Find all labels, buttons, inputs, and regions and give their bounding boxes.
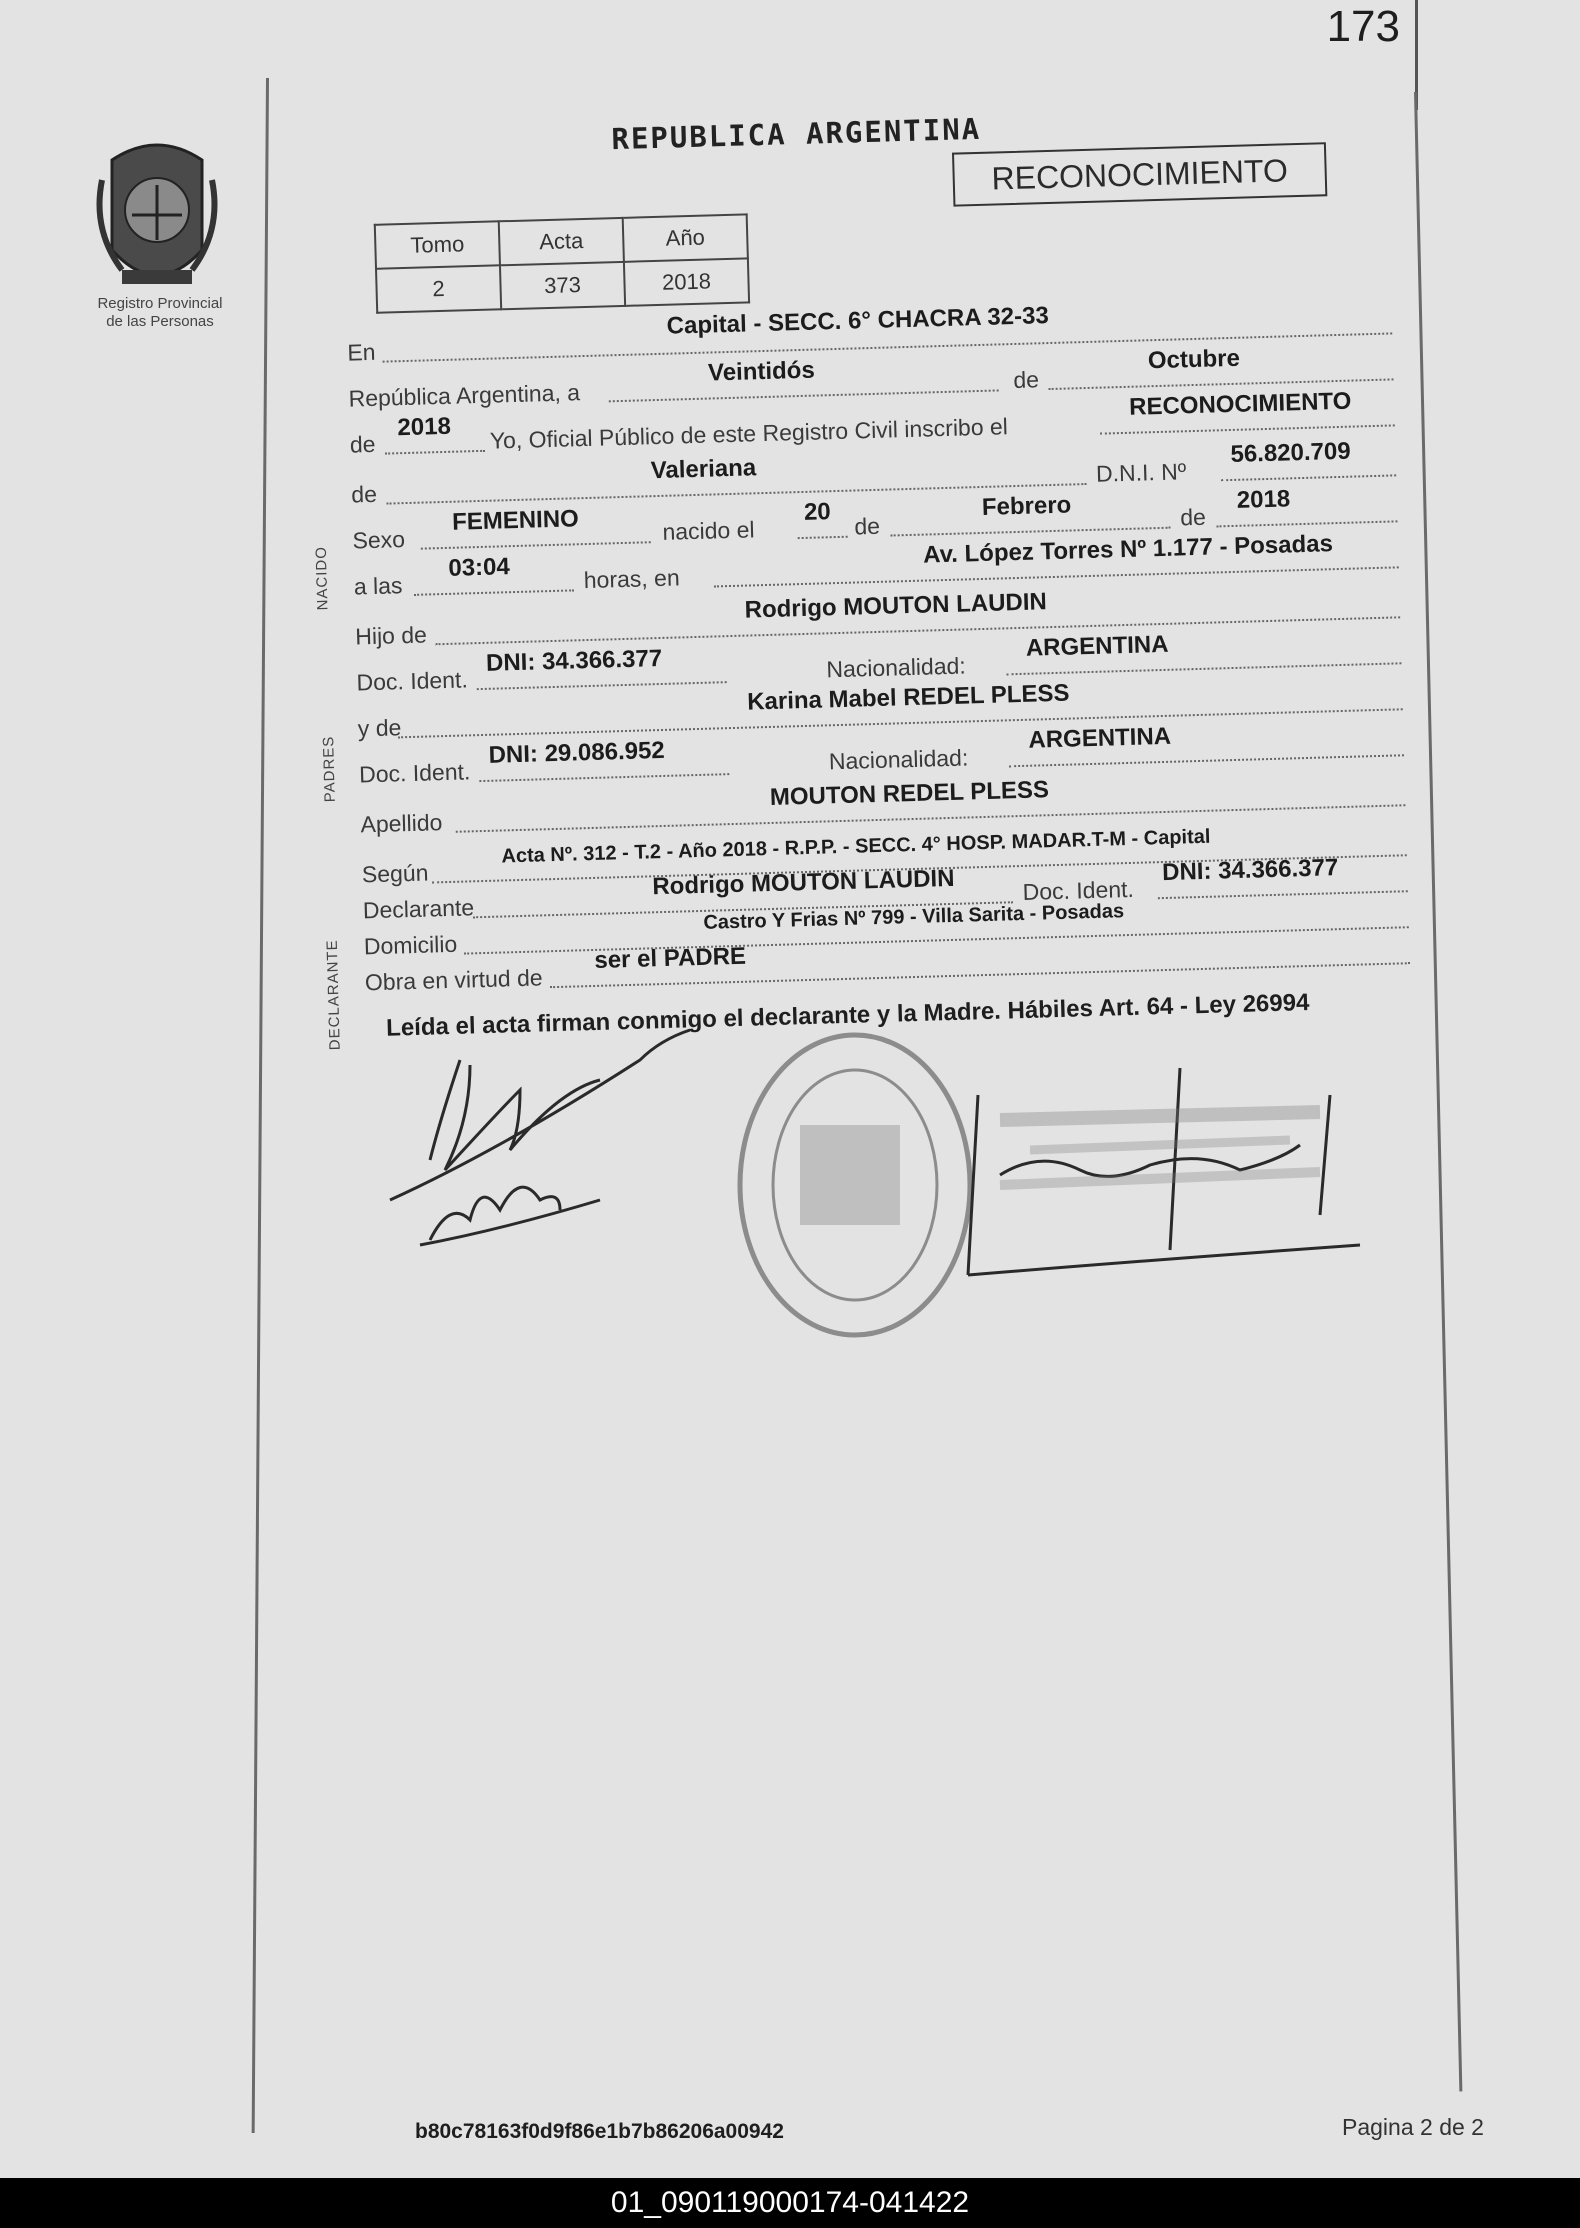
value-child-dni: 56.820.709 — [1230, 437, 1351, 468]
value-birth-place: Av. López Torres Nº 1.177 - Posadas — [922, 530, 1334, 569]
document-hash: b80c78163f0d9f86e1b7b86206a00942 — [415, 2120, 784, 2143]
field-surname: Apellido — [360, 809, 443, 838]
value-birth-time: 03:04 — [448, 553, 511, 582]
value-act-year: 2018 — [397, 412, 452, 442]
value-act-kind: RECONOCIMIENTO — [1128, 387, 1352, 421]
statement-text: Yo, Oficial Público de este Registro Civil inscribo el — [489, 413, 1009, 454]
field-address: Domicilio — [363, 930, 458, 960]
field-segun: Según — [361, 859, 429, 888]
value-father-name: Rodrigo MOUTON LAUDIN — [744, 588, 1048, 624]
registry-table — [374, 213, 750, 313]
act-type-box: RECONOCIMIENTO — [952, 142, 1327, 206]
field-father: Hijo de — [354, 621, 428, 650]
value-mother-name: Karina Mabel REDEL PLESS — [746, 679, 1070, 716]
field-name: de — [350, 480, 378, 508]
value-by-virtue: ser el PADRE — [594, 942, 747, 974]
value-mother-nationality: ARGENTINA — [1028, 722, 1172, 754]
field-mother: y de — [357, 714, 402, 742]
file-id-bar: 01_090119000174-041422 — [0, 2178, 1580, 2228]
value-place: Capital - SECC. 6° CHACRA 32-33 — [666, 302, 1050, 340]
declarante-label: DECLARANTE — [323, 939, 344, 1051]
value-segun: Acta Nº. 312 - T.2 - Año 2018 - R.P.P. - SECC. 4° HOSP. MADAR.T-M - Capital — [501, 825, 1211, 868]
value-father-dni: DNI: 34.366.377 — [485, 644, 663, 677]
folio-number: 173 — [1326, 2, 1400, 51]
field-date-intro: República Argentina, a — [348, 379, 581, 412]
act-sheet: REPUBLICA ARGENTINA RECONOCIMIENTO Tomo Acta Año 2 373 2018 En Capital - SECC. 6° CHACRA 32-33 República Argentina, a Veintidós de Octubre de 2018 Yo, Oficial Público de este Registro Civil inscribo el RECONOCIMIENTO NACIDO de Valeriana D.N.I. Nº 56.820.709 Sexo FEMENINO nacido el 20 de Febrero de 2018 a las 03:04 horas, en Av. López Torres Nº 1.177 - Posadas PADRES Hijo de Rodrigo MOUTON LAUDIN Doc. Ident. DNI: 34.366.377 Nacionalidad: ARGENTINA y de Karina Mabel REDEL PLESS Doc. Ident. DNI: 29.086.952 Nacionalidad: ARGENTINA Apellido MOUTON REDEL PLESS DECLARANTE Según Acta Nº. 312 - T.2 - Año 2018 - R.P.P. - SECC. 4° HOSP. MADAR.T-M - Capital Declarante Rodrigo MOUTON LAUDIN Doc. Ident. DNI: 34.366.377 Domicilio Castro Y Frias Nº 799 - Villa Sarita - Posadas Obra en virtud de ser el PADRE Leída el acta firman conmigo el declarante y la Madre. Hábiles Art. 64 - Ley 26994 — [330, 59, 1457, 1089]
value-surname: MOUTON REDEL PLESS — [769, 776, 1050, 811]
tomo-value: 2 — [376, 265, 501, 312]
acta-value: 373 — [500, 262, 625, 309]
value-father-nationality: ARGENTINA — [1025, 630, 1169, 662]
field-year-statement: de — [349, 430, 376, 458]
registry-label: Registro Provincial de las Personas — [97, 295, 223, 330]
field-father-doc: Doc. Ident. — [356, 666, 469, 696]
registry-seal-icon — [740, 1035, 970, 1335]
official-signature — [968, 1068, 1360, 1275]
field-sex: Sexo — [352, 526, 406, 554]
field-en: En — [346, 338, 376, 366]
anio-header: Año — [623, 214, 748, 261]
coat-of-arms-icon — [92, 140, 222, 300]
country-title: REPUBLICA ARGENTINA — [611, 111, 982, 157]
anio-value: 2018 — [624, 258, 749, 305]
field-declarant: Declarante — [362, 894, 475, 924]
acta-header: Acta — [499, 218, 624, 265]
field-mother-doc: Doc. Ident. — [358, 758, 471, 788]
tomo-header: Tomo — [375, 221, 500, 268]
padres-label: PADRES — [320, 735, 339, 803]
value-month: Octubre — [1147, 344, 1241, 375]
nacido-label: NACIDO — [312, 545, 332, 611]
field-time: a las — [353, 572, 403, 600]
value-declarant-dni: DNI: 34.366.377 — [1161, 854, 1339, 887]
value-declarant-name: Rodrigo MOUTON LAUDIN — [651, 864, 955, 901]
closing-statement: Leída el acta firman conmigo el declarante y la Madre. Hábiles Art. 64 - Ley 26994 — [385, 989, 1310, 1042]
value-birth-year: 2018 — [1236, 485, 1291, 514]
value-mother-dni: DNI: 29.086.952 — [488, 736, 666, 769]
value-sex: FEMENINO — [451, 505, 580, 536]
value-birth-day: 20 — [803, 498, 832, 526]
value-day: Veintidós — [707, 356, 816, 387]
value-first-name: Valeriana — [650, 454, 757, 485]
value-address: Castro Y Frias Nº 799 - Villa Sarita - Posadas — [703, 900, 1125, 934]
field-by-virtue: Obra en virtud de — [364, 964, 543, 996]
pagination: Pagina 2 de 2 — [1342, 2114, 1484, 2140]
frame-left-line — [252, 78, 269, 2133]
value-birth-month: Febrero — [981, 491, 1072, 521]
